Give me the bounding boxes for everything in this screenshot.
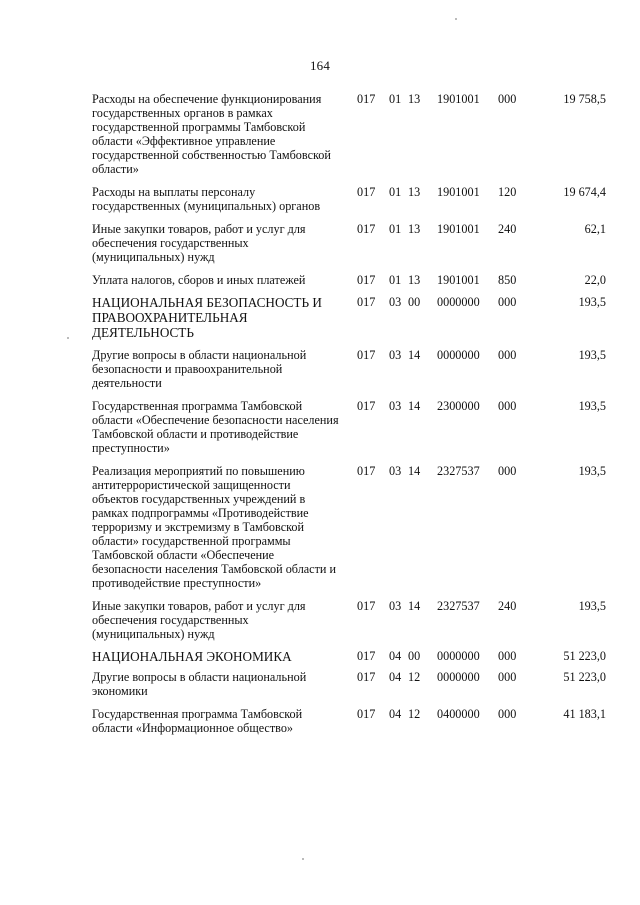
row-subsection: 12 [408, 707, 421, 721]
page-number: 164 [309, 58, 331, 73]
row-section: 01 [389, 222, 402, 236]
row-amount: 51 223,0 [563, 649, 606, 663]
table-row [92, 649, 612, 664]
row-section: 04 [389, 649, 402, 663]
row-ved: 017 [357, 399, 376, 413]
row-expense-type: 000 [498, 670, 517, 684]
row-amount: 62,1 [584, 222, 606, 236]
row-section: 01 [389, 185, 402, 199]
row-subsection: 13 [408, 222, 421, 236]
scan-speck [67, 337, 69, 339]
row-ved: 017 [357, 670, 376, 684]
table-row [92, 670, 612, 698]
row-ved: 017 [357, 348, 376, 362]
row-ved: 017 [357, 222, 376, 236]
table-row [92, 707, 612, 735]
row-section: 03 [389, 399, 402, 413]
row-description: Государственная программа Тамбовской области «Информационное общество» [92, 707, 303, 735]
table-row [92, 222, 612, 264]
row-target-article: 1901001 [437, 273, 480, 287]
row-ved: 017 [357, 599, 376, 613]
row-expense-type: 120 [498, 185, 517, 199]
row-target-article: 1901001 [437, 92, 480, 106]
row-description: Иные закупки товаров, работ и услуг для обеспечения государственных (муниципальных) нужд [92, 599, 306, 641]
row-amount: 193,5 [578, 464, 606, 478]
table-row [92, 399, 612, 455]
row-target-article: 0000000 [437, 670, 480, 684]
row-target-article: 2327537 [437, 599, 480, 613]
row-subsection: 13 [408, 92, 421, 106]
table-row [92, 92, 612, 176]
row-section: 04 [389, 707, 402, 721]
row-subsection: 00 [408, 649, 421, 663]
table-row [92, 348, 612, 390]
row-expense-type: 000 [498, 295, 517, 309]
row-target-article: 2300000 [437, 399, 480, 413]
table-row [92, 295, 612, 340]
row-expense-type: 240 [498, 599, 517, 613]
row-target-article: 0000000 [437, 348, 480, 362]
row-expense-type: 000 [498, 348, 517, 362]
row-amount: 193,5 [578, 295, 606, 309]
row-expense-type: 000 [498, 707, 517, 721]
row-section: 01 [389, 92, 402, 106]
row-amount: 51 223,0 [563, 670, 606, 684]
row-section: 03 [389, 464, 402, 478]
row-target-article: 0000000 [437, 295, 480, 309]
row-amount: 19 758,5 [563, 92, 606, 106]
row-amount: 193,5 [578, 399, 606, 413]
row-ved: 017 [357, 185, 376, 199]
row-description: Расходы на обеспечение функционирования государственных органов в рамках государственной программы Тамбовской области «Эффективное управление государственной собственностью Тамбовской области» [92, 92, 331, 176]
row-target-article: 0000000 [437, 649, 480, 663]
row-section: 01 [389, 273, 402, 287]
row-description: Иные закупки товаров, работ и услуг для обеспечения государственных (муниципальных) нужд [92, 222, 306, 264]
row-description: НАЦИОНАЛЬНАЯ БЕЗОПАСНОСТЬ И ПРАВООХРАНИТЕЛЬНАЯ ДЕЯТЕЛЬНОСТЬ [92, 295, 322, 340]
row-description: НАЦИОНАЛЬНАЯ ЭКОНОМИКА [92, 649, 292, 664]
row-description: Расходы на выплаты персоналу государственных (муниципальных) органов [92, 185, 321, 213]
row-ved: 017 [357, 273, 376, 287]
row-amount: 193,5 [578, 348, 606, 362]
row-description: Уплата налогов, сборов и иных платежей [92, 273, 306, 287]
row-description: Государственная программа Тамбовской области «Обеспечение безопасности населения Тамбовской области и противодействие преступности» [92, 399, 339, 455]
row-expense-type: 240 [498, 222, 517, 236]
row-section: 03 [389, 295, 402, 309]
row-description: Другие вопросы в области национальной безопасности и правоохранительной деятельности [92, 348, 307, 390]
row-ved: 017 [357, 649, 376, 663]
row-expense-type: 000 [498, 649, 517, 663]
budget-table [92, 92, 612, 735]
row-expense-type: 000 [498, 464, 517, 478]
row-target-article: 0400000 [437, 707, 480, 721]
row-ved: 017 [357, 464, 376, 478]
row-ved: 017 [357, 295, 376, 309]
row-subsection: 14 [408, 464, 421, 478]
row-subsection: 00 [408, 295, 421, 309]
row-description: Другие вопросы в области национальной экономики [92, 670, 307, 698]
scan-speck [455, 18, 457, 20]
row-subsection: 13 [408, 273, 421, 287]
scan-speck [302, 858, 304, 860]
row-subsection: 14 [408, 599, 421, 613]
row-target-article: 1901001 [437, 185, 480, 199]
row-section: 04 [389, 670, 402, 684]
row-amount: 193,5 [578, 599, 606, 613]
row-target-article: 2327537 [437, 464, 480, 478]
table-row [92, 185, 612, 213]
row-target-article: 1901001 [437, 222, 480, 236]
row-amount: 22,0 [584, 273, 606, 287]
row-expense-type: 850 [498, 273, 517, 287]
row-expense-type: 000 [498, 399, 517, 413]
table-row [92, 599, 612, 641]
row-expense-type: 000 [498, 92, 517, 106]
row-ved: 017 [357, 707, 376, 721]
row-section: 03 [389, 348, 402, 362]
row-subsection: 14 [408, 348, 421, 362]
row-subsection: 13 [408, 185, 421, 199]
row-subsection: 12 [408, 670, 421, 684]
row-ved: 017 [357, 92, 376, 106]
row-amount: 41 183,1 [563, 707, 606, 721]
row-amount: 19 674,4 [563, 185, 606, 199]
row-description: Реализация мероприятий по повышению антитеррористической защищенности объектов государственных учреждений в рамках подпрограммы «Противодействие терроризму и экстремизму в Тамбовской области» государственной программы Тамбовской области «Обеспечение безопасности населения Тамбовской области и противодействие преступности» [92, 464, 337, 590]
row-subsection: 14 [408, 399, 421, 413]
table-row [92, 273, 612, 287]
table-row [92, 464, 612, 590]
row-section: 03 [389, 599, 402, 613]
